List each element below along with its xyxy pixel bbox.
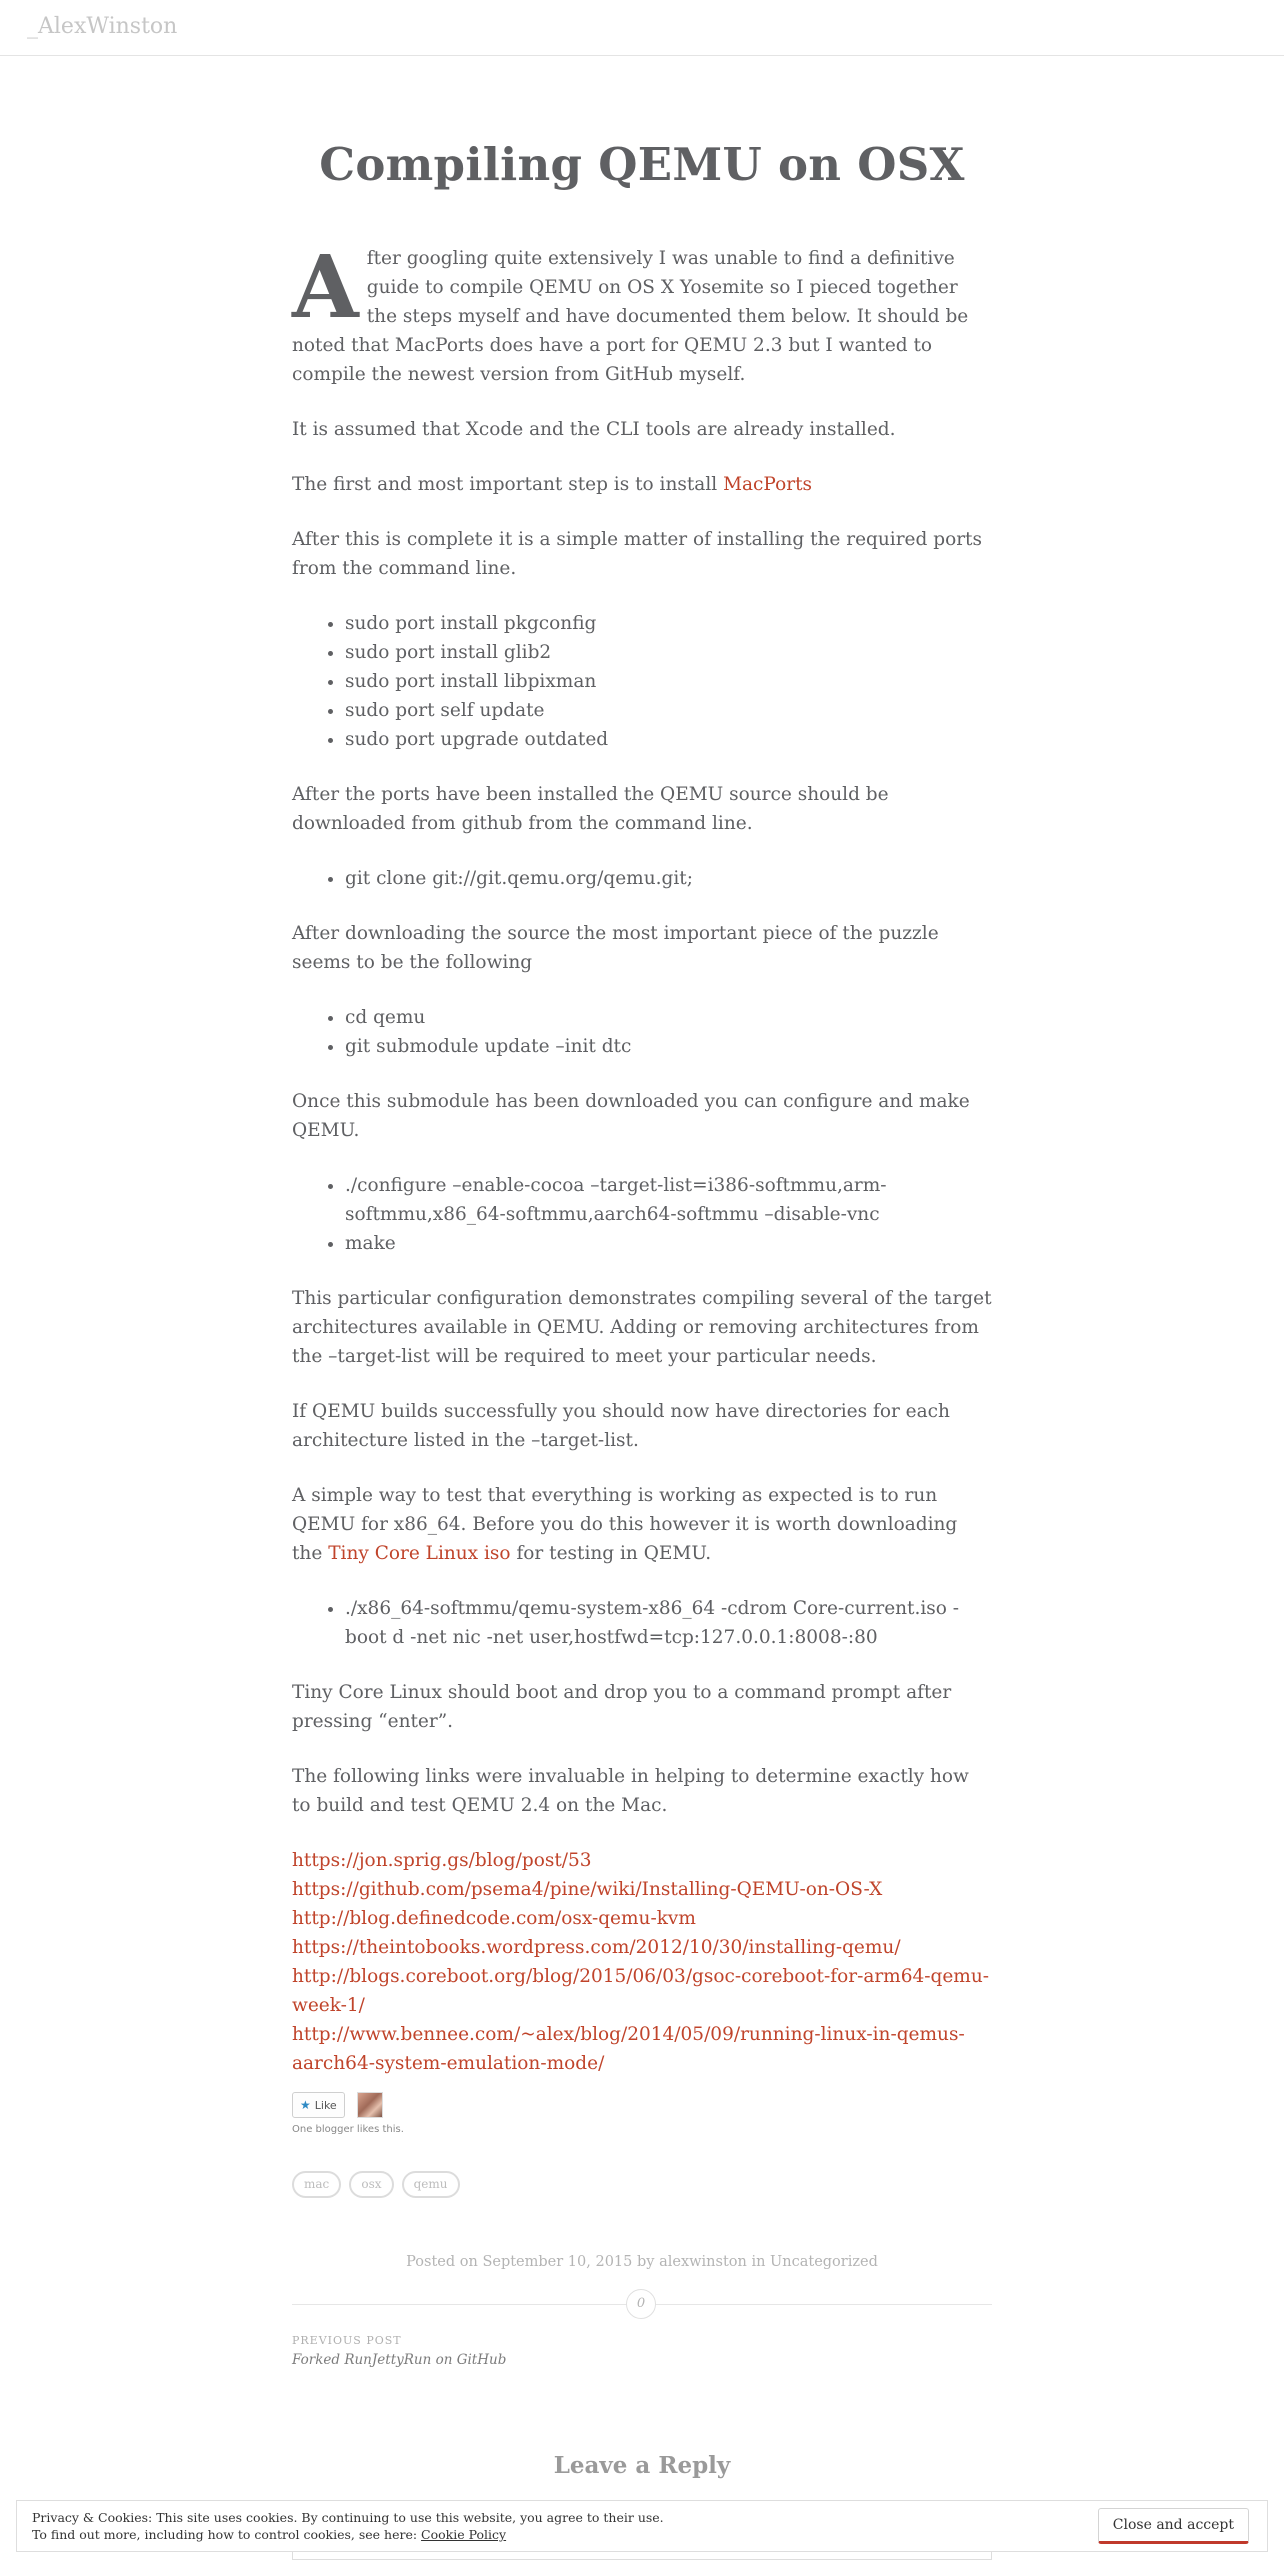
post-date-link[interactable]: September 10, 2015: [482, 2254, 633, 2270]
configure-list: [292, 1171, 992, 1258]
reference-links: [292, 1846, 992, 2078]
cookie-line-2-text: To find out more, including how to control cookies, see here:: [32, 2527, 422, 2542]
boot-paragraph: Tiny Core Linux should boot and drop you to a command prompt after pressing “enter”.: [292, 1682, 952, 1732]
cookie-policy-link[interactable]: Cookie Policy: [421, 2527, 507, 2542]
run-list: [292, 1594, 992, 1652]
list-item: • sudo port install glib2: [345, 638, 992, 667]
post-content: [292, 237, 992, 2104]
reference-link[interactable]: http://blogs.coreboot.org/blog/2015/06/03/gsoc-coreboot-for-arm64-qemu-week-1/: [292, 1966, 990, 2016]
macports-link[interactable]: MacPorts: [723, 474, 813, 495]
tag-list: [292, 2171, 463, 2198]
cookie-notice: [32, 2509, 664, 2543]
reference-link[interactable]: http://blog.definedcode.com/osx-qemu-kvm: [292, 1908, 696, 1929]
ports-paragraph: After this is complete it is a simple matter of installing the required ports from the command line.: [292, 529, 982, 579]
likes-summary: One blogger likes this.: [292, 2124, 404, 2135]
links-intro-paragraph: The following links were invaluable in helping to determine exactly how to build and test QEMU 2.4 on the Mac.: [292, 1766, 969, 1816]
source-paragraph: After the ports have been installed the QEMU source should be downloaded from github from the command line.: [292, 784, 889, 834]
install-text: The first and most important step is to install: [292, 474, 724, 495]
meta-by: by: [632, 2254, 660, 2270]
intro-paragraph: [292, 237, 992, 389]
reference-link[interactable]: http://www.bennee.com/~alex/blog/2014/05/09/running-linux-in-qemus-aarch64-system-emulation-mode/: [292, 2024, 965, 2074]
configure-paragraph: Once this submodule has been downloaded you can configure and make QEMU.: [292, 1091, 970, 1141]
post-title: Compiling QEMU on OSX: [319, 138, 965, 191]
close-and-accept-button[interactable]: Close and accept: [1098, 2508, 1249, 2544]
reference-link[interactable]: https://jon.sprig.gs/blog/post/53: [292, 1850, 592, 1871]
star-icon: ★: [300, 2098, 311, 2112]
tag-osx[interactable]: osx: [349, 2171, 393, 2198]
list-item: • sudo port self update: [345, 696, 992, 725]
builds-paragraph: If QEMU builds successfully you should now have directories for each architecture listed in the –target-list.: [292, 1401, 950, 1451]
list-item: • git submodule update –init dtc: [345, 1032, 992, 1061]
list-item: • cd qemu: [345, 1003, 992, 1032]
test-text-suffix: for testing in QEMU.: [510, 1543, 712, 1564]
avatar[interactable]: [357, 2092, 383, 2118]
category-link[interactable]: Uncategorized: [770, 2254, 878, 2270]
clone-list: [292, 864, 992, 893]
previous-post-label: PREVIOUS POST: [292, 2334, 402, 2347]
meta-in: in: [746, 2254, 771, 2270]
reference-link[interactable]: https://github.com/psema4/pine/wiki/Installing-QEMU-on-OS-X: [292, 1879, 883, 1900]
install-paragraph: [292, 470, 992, 499]
like-button[interactable]: [292, 2092, 345, 2118]
post-meta: [292, 2254, 992, 2270]
list-item: • ./x86_64-softmmu/qemu-system-x86_64 -cdrom Core-current.iso -boot d -net nic -net user,hostfwd=tcp:127.0.0.1:8008-:80: [345, 1594, 992, 1652]
cookie-line-1: Privacy & Cookies: This site uses cookies. By continuing to use this website, you agree to their use.: [32, 2510, 664, 2525]
list-item: • sudo port install pkgconfig: [345, 609, 992, 638]
reply-title: Leave a Reply: [553, 2452, 731, 2479]
list-item: • git clone git://git.qemu.org/qemu.git;: [345, 864, 992, 893]
cookie-banner: [16, 2500, 1268, 2552]
test-text-prefix: A simple way to test that everything is working as expected is to run QEMU for x86_64. Before you do this however it is worth downloading the: [292, 1485, 958, 1564]
like-widget: [292, 2092, 992, 2135]
config-note-paragraph: This particular configuration demonstrates compiling several of the target architectures available in QEMU. Adding or removing architectures from the –target-list will be required to meet your particular needs.: [292, 1288, 992, 1367]
submodule-list: [292, 1003, 992, 1061]
previous-post-link[interactable]: Forked RunJettyRun on GitHub: [292, 2352, 507, 2368]
list-item: • sudo port upgrade outdated: [345, 725, 992, 754]
post-navigation: [292, 2334, 992, 2368]
comment-count-badge[interactable]: 0: [626, 2289, 656, 2319]
test-paragraph: [292, 1481, 992, 1568]
site-header: [0, 0, 1284, 56]
ports-list: [292, 609, 992, 754]
intro-text: fter googling quite extensively I was unable to find a definitive guide to compile QEMU on OS X Yosemite so I pieced together the steps myself and have documented them below. It should be noted that MacPorts does have a port for QEMU 2.3 but I wanted to compile the newest version from GitHub myself.: [292, 248, 969, 385]
xcode-paragraph: It is assumed that Xcode and the CLI tools are already installed.: [292, 419, 896, 440]
list-item: • make: [345, 1229, 992, 1258]
cookie-line-2: [32, 2526, 664, 2543]
list-item: • ./configure –enable-cocoa –target-list=i386-softmmu,arm-softmmu,x86_64-softmmu,aarch64-softmmu –disable-vnc: [345, 1171, 992, 1229]
meta-posted-on: Posted on: [406, 2254, 483, 2270]
dropcap-letter: A: [292, 237, 359, 338]
list-item: • sudo port install libpixman: [345, 667, 992, 696]
reference-link[interactable]: https://theintobooks.wordpress.com/2012/10/30/installing-qemu/: [292, 1937, 901, 1958]
tag-qemu[interactable]: qemu: [402, 2171, 460, 2198]
tinycore-link[interactable]: Tiny Core Linux iso: [328, 1543, 511, 1564]
like-button-label: Like: [314, 2099, 337, 2112]
site-title-link[interactable]: _AlexWinston: [27, 14, 178, 39]
author-link[interactable]: alexwinston: [659, 2254, 747, 2270]
tag-mac[interactable]: mac: [292, 2171, 341, 2198]
puzzle-paragraph: After downloading the source the most important piece of the puzzle seems to be the following: [292, 923, 939, 973]
